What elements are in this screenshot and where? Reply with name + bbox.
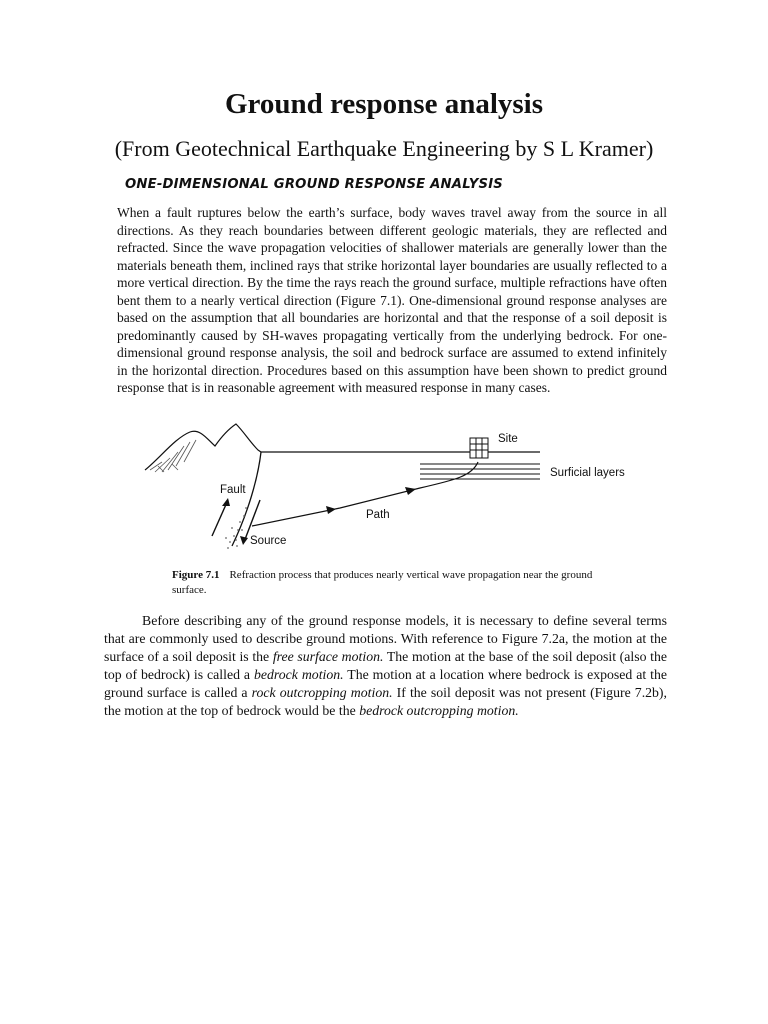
paragraph-2 — [104, 612, 667, 720]
caption-text: Refraction process that produces nearly vertical wave propagation near the ground surface. — [172, 569, 593, 596]
ray-arrow-2 — [405, 487, 416, 495]
ray-path — [252, 462, 478, 526]
mountain-hatching — [150, 440, 196, 472]
fault-arrow-up-head — [222, 498, 230, 506]
term-free-surface-motion: free surface motion. — [272, 649, 384, 664]
site-building — [470, 438, 488, 458]
label-surficial-layers: Surficial layers — [550, 467, 625, 479]
fault-line — [232, 452, 261, 546]
label-source: Source — [250, 535, 287, 547]
ray-arrow-1 — [326, 506, 336, 514]
fault-arrow-down-head — [240, 536, 248, 545]
label-site: Site — [498, 433, 518, 445]
term-rock-outcropping-motion: rock outcropping motion. — [251, 685, 393, 700]
figure-7-1 — [140, 418, 660, 558]
section-heading: ONE-DIMENSIONAL GROUND RESPONSE ANALYSIS — [125, 177, 503, 192]
term-bedrock-motion: bedrock motion. — [253, 667, 344, 682]
surficial-layers — [420, 464, 540, 479]
label-fault: Fault — [220, 484, 246, 496]
document-subtitle: (From Geotechnical Earthquake Engineering by S L Kramer) — [114, 136, 654, 161]
paragraph-2-text-1: Before describing any of the ground response models, it is necessary to define several terms that are commonly used to describe ground motions. With reference to Figure 7.2a, the motion at the surface of a soil deposit is the — [104, 613, 667, 664]
paragraph-2-text-3: The motion at a location where bedrock is exposed at the ground surface is called a — [104, 667, 667, 700]
paragraph-2-text-4: If the soil deposit was not present (Figure 7.2b), the motion at the top of bedrock would be the — [104, 685, 667, 718]
caption-number: Figure 7.1 — [172, 569, 220, 581]
mountain-outline — [145, 424, 261, 470]
refraction-diagram — [140, 418, 660, 558]
label-path: Path — [366, 509, 390, 521]
figure-caption — [172, 568, 612, 598]
document-title: Ground response analysis — [224, 88, 544, 120]
term-bedrock-outcropping-motion: bedrock outcropping motion. — [359, 703, 519, 718]
paragraph-2-text-2: The motion at the base of the soil deposit (also the top of bedrock) is called a — [104, 649, 668, 682]
paragraph-1: When a fault ruptures below the earth’s surface, body waves travel away from the source in all directions. As they reach boundaries between different geologic materials, they are reflected and refracted. Since the wave propagation velocities of shallower materials are generally lower than the materials beneath them, inclined rays that strike horizontal layer boundaries are usually reflected to a more vertical direction. By the time the rays reach the ground surface, multiple refractions have often bent them to a nearly vertical direction (Figure 7.1). One-dimensional ground response analyses are based on the assumption that all boundaries are horizontal and that the response of a soil deposit is predominantly caused by SH-waves propagating vertically from the underlying bedrock. For one-dimensional ground response analysis, the soil and bedrock surface are assumed to extend infinitely in the horizontal direction. Procedures based on this assumption have been shown to predict ground response that is in reasonable agreement with measured response in many cases. — [117, 205, 667, 395]
